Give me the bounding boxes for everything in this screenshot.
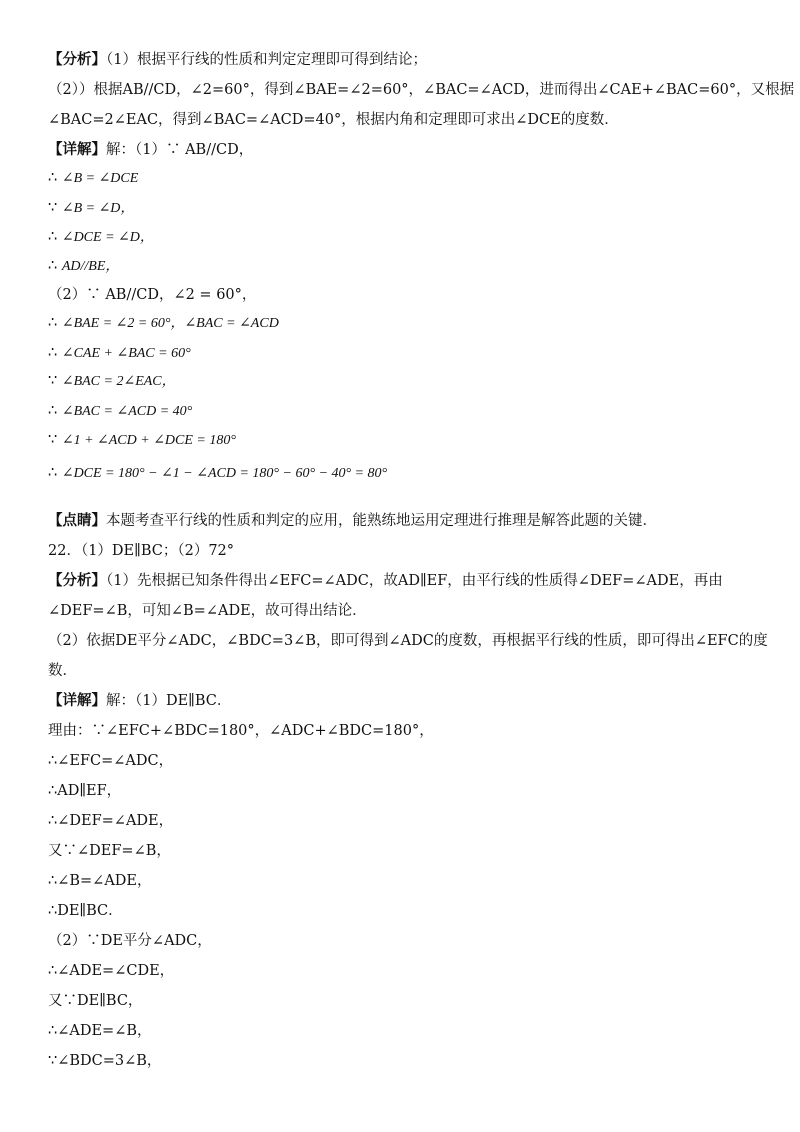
section-tag: 【分析】 xyxy=(48,51,106,68)
proof-step xyxy=(48,198,134,219)
line-text: （2））根据AB//CD，∠2=60°，得到∠BAE=∠2=60°，∠BAC=∠ACD，进而得出∠CAE+∠BAC=60°，又根据 xyxy=(48,82,795,98)
therefore-symbol: ∴ xyxy=(48,170,58,186)
proof-step xyxy=(48,781,121,801)
line-text: ∴∠B=∠ADE， xyxy=(48,873,152,889)
line-text: 本题考查平行线的性质和判定的应用，能熟练地运用定理进行推理是解答此题的关键． xyxy=(106,513,657,529)
math-expression: ∠1 + ∠ACD + ∠DCE = 180° xyxy=(61,433,236,448)
line-text: （2）∵DE平分∠ADC， xyxy=(48,933,212,949)
proof-step xyxy=(48,256,119,277)
analysis-line-2 xyxy=(48,80,794,100)
analysis-line-1 xyxy=(48,50,427,70)
proof-step xyxy=(48,285,256,305)
detail-line-1 xyxy=(48,691,231,711)
line-text: 又∵∠DEF=∠B， xyxy=(48,843,171,859)
math-expression: ∠CAE + ∠BAC = 60° xyxy=(61,346,191,361)
line-text: 又∵DE∥BC， xyxy=(48,993,143,1009)
question-22-answer xyxy=(48,541,234,561)
because-symbol: ∵ xyxy=(48,373,58,389)
therefore-symbol: ∴ xyxy=(48,465,58,481)
proof-step xyxy=(48,401,192,422)
section-tag: 【分析】 xyxy=(48,572,106,589)
line-text: ∴DE∥BC． xyxy=(48,903,123,919)
section-tag: 【详解】 xyxy=(48,141,106,158)
therefore-symbol: ∴ xyxy=(48,403,58,419)
line-text: （1）先根据已知条件得出∠EFC=∠ADC，故AD∥EF，由平行线的性质得∠DEF=∠ADE，再由 xyxy=(106,573,723,589)
proof-step xyxy=(48,343,191,364)
line-text: ∴∠ADE=∠CDE， xyxy=(48,963,175,979)
line-text: ∴∠DEF=∠ADE， xyxy=(48,813,174,829)
proof-step xyxy=(48,1051,161,1071)
line-text: ∠BAC=2∠EAC，得到∠BAC=∠ACD=40°，根据内角和定理即可求出∠DCE的度数． xyxy=(48,112,619,128)
proof-step xyxy=(48,168,138,189)
comment-line xyxy=(48,511,657,531)
proof-step xyxy=(48,991,142,1011)
proof-step xyxy=(48,227,154,248)
math-expression: AD//BE， xyxy=(61,259,120,274)
proof-step xyxy=(48,721,434,741)
because-symbol: ∵ xyxy=(48,200,58,216)
proof-step xyxy=(48,313,279,334)
proof-step xyxy=(48,751,173,771)
math-expression: ∠BAC = ∠ACD = 40° xyxy=(61,404,193,419)
analysis-line-3 xyxy=(48,110,619,130)
math-expression: ∠BAE = ∠2 = 60°，∠BAC = ∠ACD xyxy=(61,316,279,331)
math-expression: ∠B = ∠DCE xyxy=(61,171,139,186)
proof-step xyxy=(48,841,171,861)
proof-step xyxy=(48,1021,152,1041)
therefore-symbol: ∴ xyxy=(48,315,58,331)
proof-step xyxy=(48,371,176,392)
line-text: ∠DEF=∠B，可知∠B=∠ADE，故可得出结论． xyxy=(48,603,367,619)
analysis-line-2 xyxy=(48,601,367,621)
analysis-line-4 xyxy=(48,661,77,681)
therefore-symbol: ∴ xyxy=(48,345,58,361)
proof-step xyxy=(48,871,152,891)
proof-step xyxy=(48,961,174,981)
proof-step xyxy=(48,463,387,484)
line-text: ∴∠EFC=∠ADC， xyxy=(48,753,174,769)
line-text: ∴∠ADE=∠B， xyxy=(48,1023,152,1039)
section-tag: 【点睛】 xyxy=(48,512,106,529)
therefore-symbol: ∴ xyxy=(48,229,58,245)
math-expression: ∠B = ∠D， xyxy=(61,201,135,216)
because-symbol: ∵ xyxy=(48,432,58,448)
math-expression: ∠DCE = 180° − ∠1 − ∠ACD = 180° − 60° − 40° = 80° xyxy=(61,466,388,481)
line-text: （2）∵ AB//CD，∠2 = 60°， xyxy=(48,287,257,303)
line-text: 理由：∵∠EFC+∠BDC=180°，∠ADC+∠BDC=180°， xyxy=(48,723,434,739)
detail-line-1 xyxy=(48,140,253,160)
therefore-symbol: ∴ xyxy=(48,258,58,274)
proof-step xyxy=(48,931,212,951)
math-expression: ∠BAC = 2∠EAC， xyxy=(61,374,176,389)
line-text: 22．（1）DE∥BC；（2）72° xyxy=(48,543,235,559)
line-text: （2）依据DE平分∠ADC，∠BDC=3∠B，即可得到∠ADC的度数，再根据平行线的性质，即可得出∠EFC的度 xyxy=(48,633,768,649)
analysis-line-3 xyxy=(48,631,768,651)
line-text: 解：（1）∵ AB//CD， xyxy=(106,142,254,158)
line-text: 解：（1）DE∥BC． xyxy=(106,693,232,709)
line-text: （1）根据平行线的性质和判定定理即可得到结论； xyxy=(106,52,427,68)
line-text: 数． xyxy=(48,663,77,679)
math-expression: ∠DCE = ∠D， xyxy=(61,230,154,245)
section-tag: 【详解】 xyxy=(48,692,106,709)
proof-step xyxy=(48,430,236,451)
proof-step xyxy=(48,901,123,921)
line-text: ∴AD∥EF， xyxy=(48,783,122,799)
analysis-line-1 xyxy=(48,571,723,591)
line-text: ∵∠BDC=3∠B， xyxy=(48,1053,162,1069)
proof-step xyxy=(48,811,173,831)
